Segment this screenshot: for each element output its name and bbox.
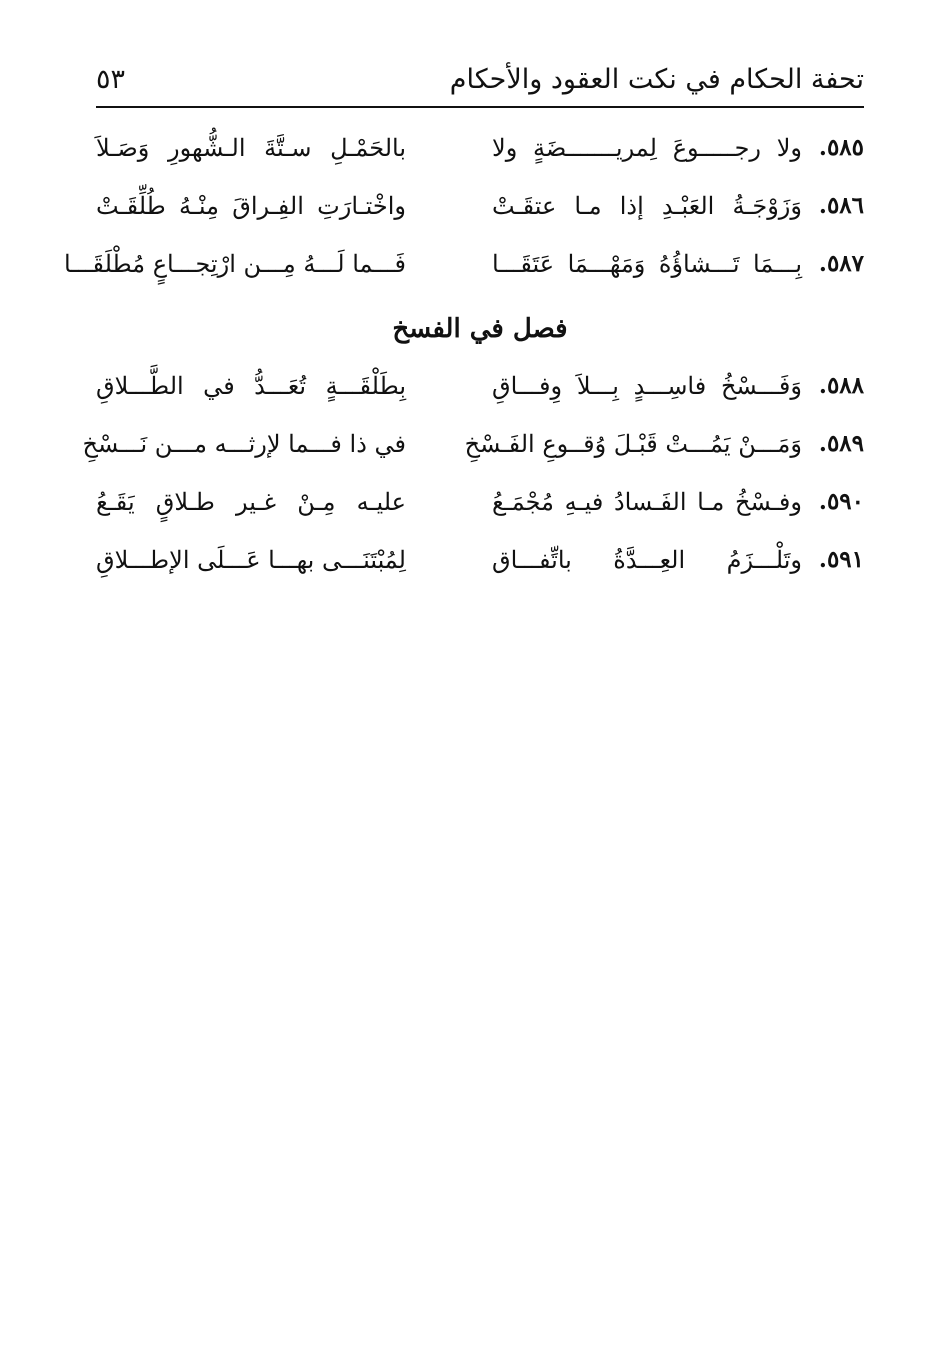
verse-585	[96, 126, 864, 184]
verse-589	[82, 422, 864, 480]
verse-second-hemistich: في ذا فـــما لإرثـــه مـــن نَـــسْخِ	[82, 430, 406, 458]
verse-second-hemistich: بِطَلْقَـــةٍ تُعَـــدُّ في الطَّـــلاقِ	[96, 372, 406, 400]
verse-second-hemistich: واخْتـارَتِ الفِـراقَ مِنْـهُ طُلِّقَـتْ	[96, 192, 406, 220]
verse-list-before-section	[64, 126, 864, 300]
verse-number: ٥٨٨.	[818, 372, 864, 399]
verse-first-hemistich: وتَلْـــزَمُ العِـــدَّةُ باتِّفـــاق	[492, 546, 802, 574]
verse-first-hemistich: ولا رجـــــوعَ لِمريـــــــضَةٍ ولا	[492, 134, 802, 162]
verse-first-hemistich: بِـــمَا تَـــشاؤُهُ وَمَهْـــمَا عَتَقَـــا	[492, 250, 802, 278]
verse-second-hemistich: فَـــما لَـــهُ مِـــن ارْتِجـــاعٍ مُطْلَقَـــا	[64, 250, 406, 278]
verse-number: ٥٨٧.	[818, 250, 864, 277]
verse-number: ٥٨٦.	[818, 192, 864, 219]
verse-590	[96, 480, 864, 538]
verse-first-hemistich: وفـسْخُ مـا الفَـسادُ فيـهِ مُجْمَـعُ	[492, 488, 802, 516]
verse-588	[96, 364, 864, 422]
verse-first-hemistich: وَزَوْجَـةُ العَبْـدِ إذا مـا عتقَـتْ	[492, 192, 802, 220]
book-title: تحفة الحكام في نكت العقود والأحكام	[449, 64, 864, 95]
verse-second-hemistich: لِمُبْتَنَـــى بهـــا عَـــلَى الإطـــلاقِ	[96, 546, 406, 574]
verse-number: ٥٩١.	[818, 546, 864, 573]
verse-second-hemistich: عليـه مِـنْ غـير طـلاقٍ يَقَـعُ	[96, 488, 406, 516]
page-header	[96, 56, 864, 108]
section-heading: فصل في الفسخ	[392, 314, 568, 344]
verse-list-after-section	[82, 364, 864, 596]
verse-first-hemistich: وَفَـــسْخُ فاسِـــدٍ بِـــلاَ وِفـــاقِ	[492, 372, 802, 400]
verse-586	[96, 184, 864, 242]
verse-587	[64, 242, 864, 300]
verse-number: ٥٨٩.	[818, 430, 864, 457]
verse-591	[96, 538, 864, 596]
page-number: ٥٣	[96, 64, 126, 95]
verse-number: ٥٩٠.	[818, 488, 864, 515]
verse-number: ٥٨٥.	[818, 134, 864, 161]
verse-first-hemistich: وَمَـــنْ يَمُـــتْ قَبْـلَ وُقــوعِ الفَـسْخِ	[464, 430, 802, 458]
verse-second-hemistich: بالحَمْـلِ سـتَّةَ الـشُّهورِ وَصَـلاَ	[96, 134, 406, 162]
